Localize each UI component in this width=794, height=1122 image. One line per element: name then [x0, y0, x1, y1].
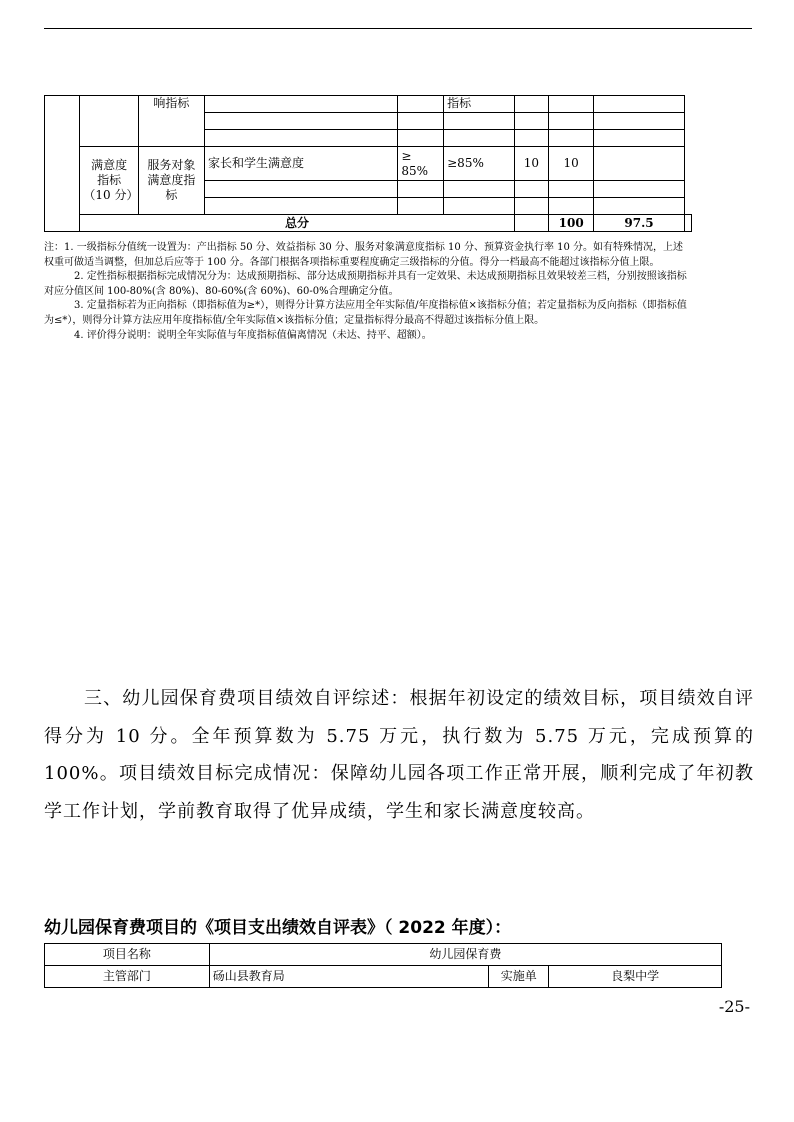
summary-paragraph: 三、幼儿园保育费项目绩效自评综述：根据年初设定的绩效目标，项目绩效自评得分为 10 分。全年预算数为 5.75 万元，执行数为 5.75 万元，完成预算的 100%。项目绩效目标完成情况：保障幼儿园各项工作正常开展，顺利完成了年初教学工作计划，学前教育取得了优异成绩，学生和家长满意度较高。 [44, 688, 754, 822]
note-2: 2. 定性指标根据指标完成情况分为：达成预期指标、部分达成预期指标并具有一定效果、未达成预期指标且效果较差三档，分别按照该指标对应分值区间 100-80%(含 80%)、80-60%(含 60%)、60-0%合理确定分值。 [44, 271, 687, 297]
score-weight: 10 [514, 147, 549, 181]
actual-value: ≥85% [444, 147, 514, 181]
impl-unit-value: 良梨中学 [549, 966, 722, 988]
service-object-line: 标 [165, 188, 178, 202]
total-score: 97.5 [594, 215, 685, 232]
satisfaction-category-line: 指标 [97, 173, 122, 187]
score: 10 [549, 147, 594, 181]
total-weight: 100 [549, 215, 594, 232]
section-heading: 幼儿园保育费项目的《项目支出绩效自评表》（ 2022 年度）： [44, 918, 512, 938]
influence-indicator-col5: 指标 [444, 96, 514, 113]
impl-unit-label: 实施单 [489, 966, 549, 988]
summary-section [44, 680, 754, 830]
satisfaction-category-line: 满意度 [91, 158, 128, 172]
dept-label: 主管部门 [45, 966, 210, 988]
annual-target-line: 85% [401, 163, 429, 178]
dept-value: 砀山县教育局 [209, 966, 489, 988]
satisfaction-category [80, 147, 139, 215]
note-3: 3. 定量指标若为正向指标（即指标值为≥*），则得分计算方法应用全年实际值/年度指标值×该指标分值；若定量指标为反向指标（即指标值为≤*），则得分计算方法应用年度指标值/全年实际值×该指标分值；定量指标得分最高不得超过该指标分值上限。 [44, 300, 687, 326]
page-number: -25- [718, 997, 750, 1016]
annual-target [398, 147, 444, 181]
project-name-label: 项目名称 [45, 944, 210, 966]
influence-indicator-label: 响指标 [138, 96, 204, 147]
annual-target-line: ≥ [401, 148, 412, 163]
project-name-value: 幼儿园保育费 [209, 944, 721, 966]
note-4: 4. 评价得分说明：说明全年实际值与年度指标值偏离情况（未达、持平、超额）。 [74, 329, 432, 341]
project-info-table [44, 943, 722, 988]
table-notes [44, 241, 692, 343]
total-label: 总分 [80, 215, 514, 232]
header-rule [44, 28, 752, 29]
service-object-line: 满意度指 [147, 173, 196, 187]
indicator-table [44, 95, 692, 232]
note-1: 注：1. 一级指标分值统一设置为：产出指标 50 分、效益指标 30 分、服务对象满意度指标 10 分、预算资金执行率 10 分。如有特殊情况，上述权重可做适当调整，但加总后应等于 100 分。各部门根据各项指标重要程度确定三级指标的分值。得分一档最高不能超过该指标分值上限。 [44, 242, 684, 268]
indicator-name: 家长和学生满意度 [204, 147, 397, 181]
first-level-cell [45, 96, 80, 232]
service-object-indicator [138, 147, 204, 215]
second-level-cell [80, 96, 139, 147]
service-object-line: 服务对象 [147, 158, 196, 172]
satisfaction-category-line: （10 分） [83, 188, 139, 202]
